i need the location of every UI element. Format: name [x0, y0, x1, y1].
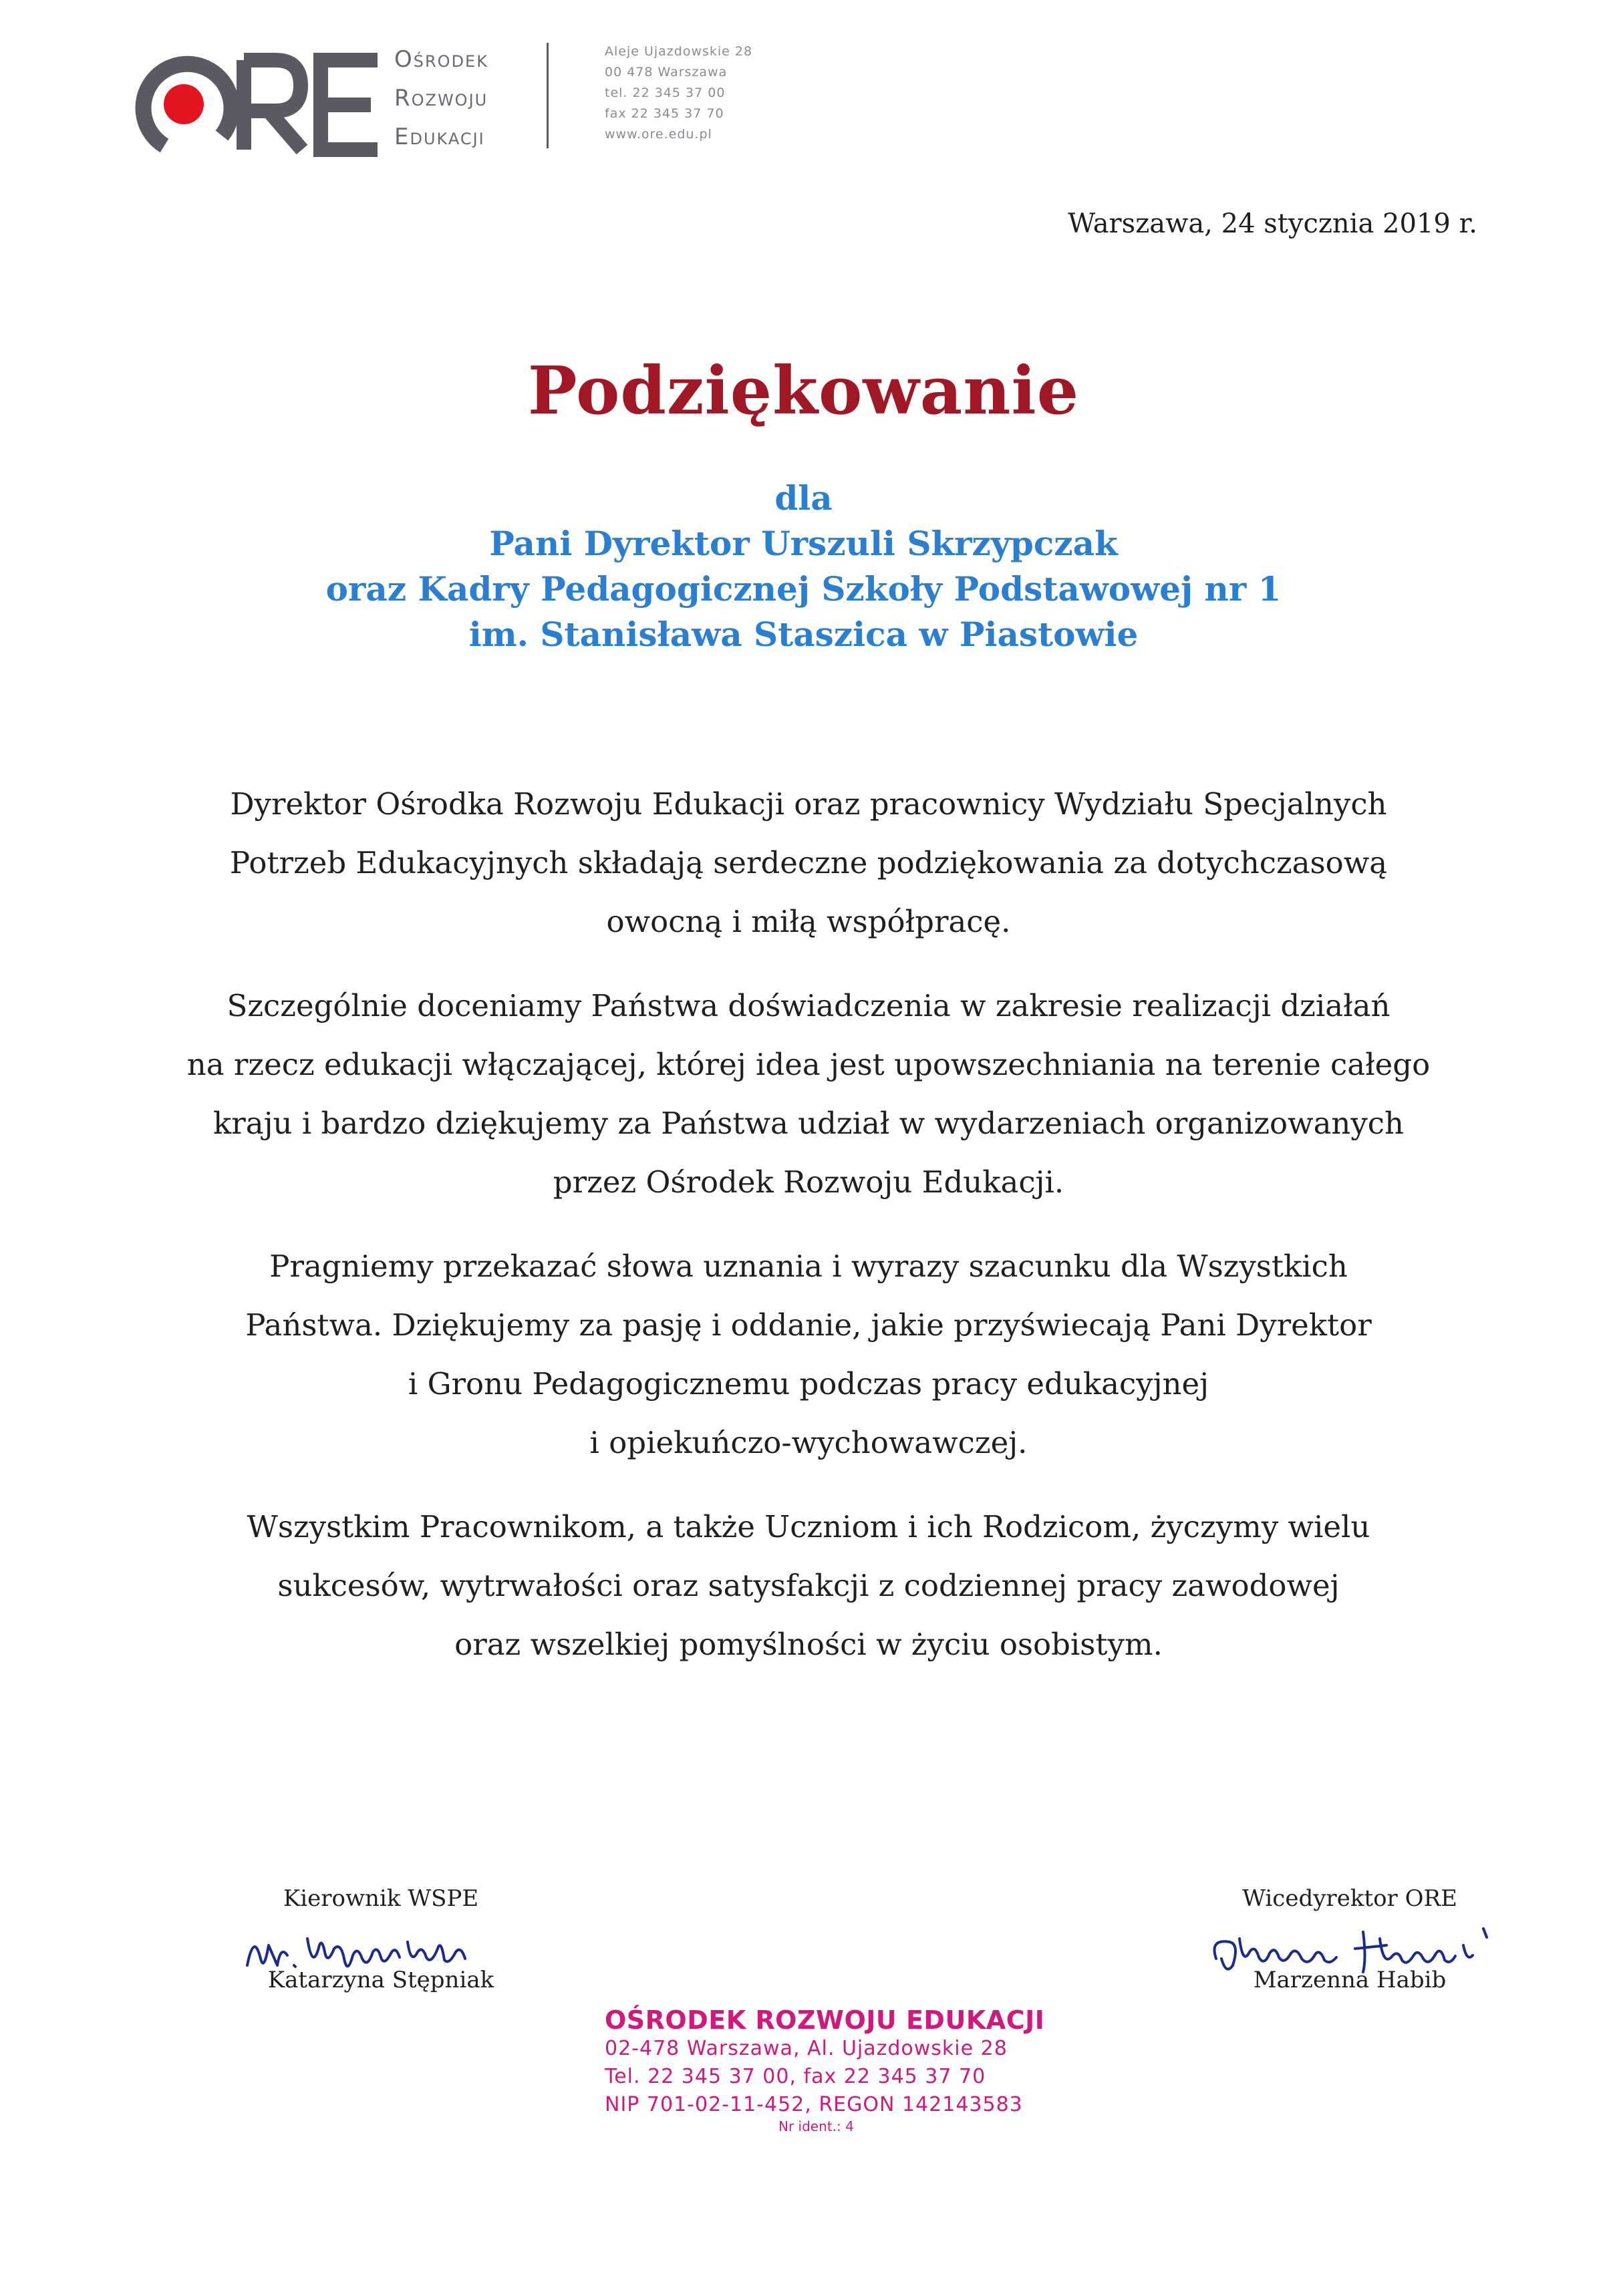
body-paragraph — [167, 1498, 1450, 1674]
address-line: Aleje Ujazdowskie 28 — [605, 44, 753, 59]
letterhead-divider — [547, 43, 549, 148]
body-line: i opiekuńczo-wychowawczej. — [589, 1425, 1028, 1460]
body-paragraph — [167, 1237, 1450, 1472]
body-line: owocną i miłą współpracę. — [606, 904, 1011, 939]
address-line: fax 22 345 37 70 — [605, 106, 724, 121]
body-line: Pragniemy przekazać słowa uznania i wyrazy szacunku dla Wszystkich — [269, 1249, 1348, 1284]
signature-name: Marzenna Habib — [1253, 1967, 1447, 1993]
stamp-ident: Nr ident.: 4 — [778, 2118, 854, 2134]
body-line: Szczególnie doceniamy Państwa doświadczenia w zakresie realizacji działań — [227, 988, 1391, 1023]
letterhead-address — [605, 41, 752, 145]
body-line: Dyrektor Ośrodka Rozwoju Edukacji oraz pracownicy Wydziału Specjalnych — [230, 786, 1387, 822]
org-name — [394, 40, 488, 156]
address-line: tel. 22 345 37 00 — [605, 86, 726, 100]
body-line: i Gronu Pedagogicznemu podczas pracy edukacyjnej — [408, 1366, 1209, 1402]
stamp-title: OŚRODEK ROZWOJU EDUKACJI — [605, 2005, 1045, 2035]
org-name-line: Rozwoju — [394, 85, 488, 112]
body-line: na rzecz edukacji włączającej, której idea jest upowszechniania na terenie całego — [186, 1047, 1431, 1082]
signature-role: Wicedyrektor ORE — [1242, 1885, 1457, 1912]
body-paragraph — [167, 775, 1450, 951]
address-line: www.ore.edu.pl — [605, 127, 712, 142]
org-name-line: Ośrodek — [394, 46, 488, 73]
recipient-line: dla — [774, 478, 833, 518]
stamp-line: Tel. 22 345 37 00, fax 22 345 37 70 — [605, 2065, 986, 2088]
body-line: Państwa. Dziękujemy za pasję i oddanie, jakie przyświecają Pani Dyrektor — [245, 1307, 1372, 1343]
letter-title: Podziękowanie — [527, 353, 1080, 430]
signature-right — [1203, 1885, 1497, 1993]
body-paragraph — [167, 977, 1450, 1212]
stamp-line: 02-478 Warszawa, Al. Ujazdowskie 28 — [605, 2037, 1008, 2060]
body-line: sukcesów, wytrwałości oraz satysfakcji z codziennej pracy zawodowej — [277, 1568, 1340, 1603]
ore-logo-graphic — [120, 39, 388, 159]
body-line: Potrzeb Edukacyjnych składają serdeczne podziękowania za dotychczasową — [229, 845, 1388, 880]
body-line: oraz wszelkiej pomyślności w życiu osobistym. — [454, 1627, 1163, 1662]
institution-stamp — [605, 2005, 1072, 2134]
signature-name: Katarzyna Stępniak — [267, 1967, 494, 1993]
recipient-line: im. Stanisława Staszica w Piastowie — [468, 615, 1139, 654]
stamp-line: NIP 701-02-11-452, REGON 142143583 — [605, 2093, 1023, 2116]
recipient-line: oraz Kadry Pedagogicznej Szkoły Podstawowej nr 1 — [325, 569, 1282, 609]
address-line: 00 478 Warszawa — [605, 65, 728, 79]
body-line: kraju i bardzo dziękujemy za Państwa udział w wydarzeniach organizowanych — [212, 1106, 1404, 1141]
recipient-line: Pani Dyrektor Urszuli Skrzypczak — [489, 524, 1118, 563]
letter-body — [167, 775, 1450, 1699]
signature-left — [241, 1885, 521, 1993]
signature-role: Kierownik WSPE — [283, 1885, 479, 1912]
letter-date: Warszawa, 24 stycznia 2019 r. — [1068, 208, 1477, 239]
ore-logo — [120, 39, 388, 159]
recipient-block — [0, 476, 1607, 657]
body-line: Wszystkim Pracownikom, a także Uczniom i ich Rodzicom, życzymy wielu — [247, 1509, 1370, 1544]
body-line: przez Ośrodek Rozwoju Edukacji. — [553, 1164, 1064, 1200]
org-name-line: Edukacji — [394, 124, 485, 150]
